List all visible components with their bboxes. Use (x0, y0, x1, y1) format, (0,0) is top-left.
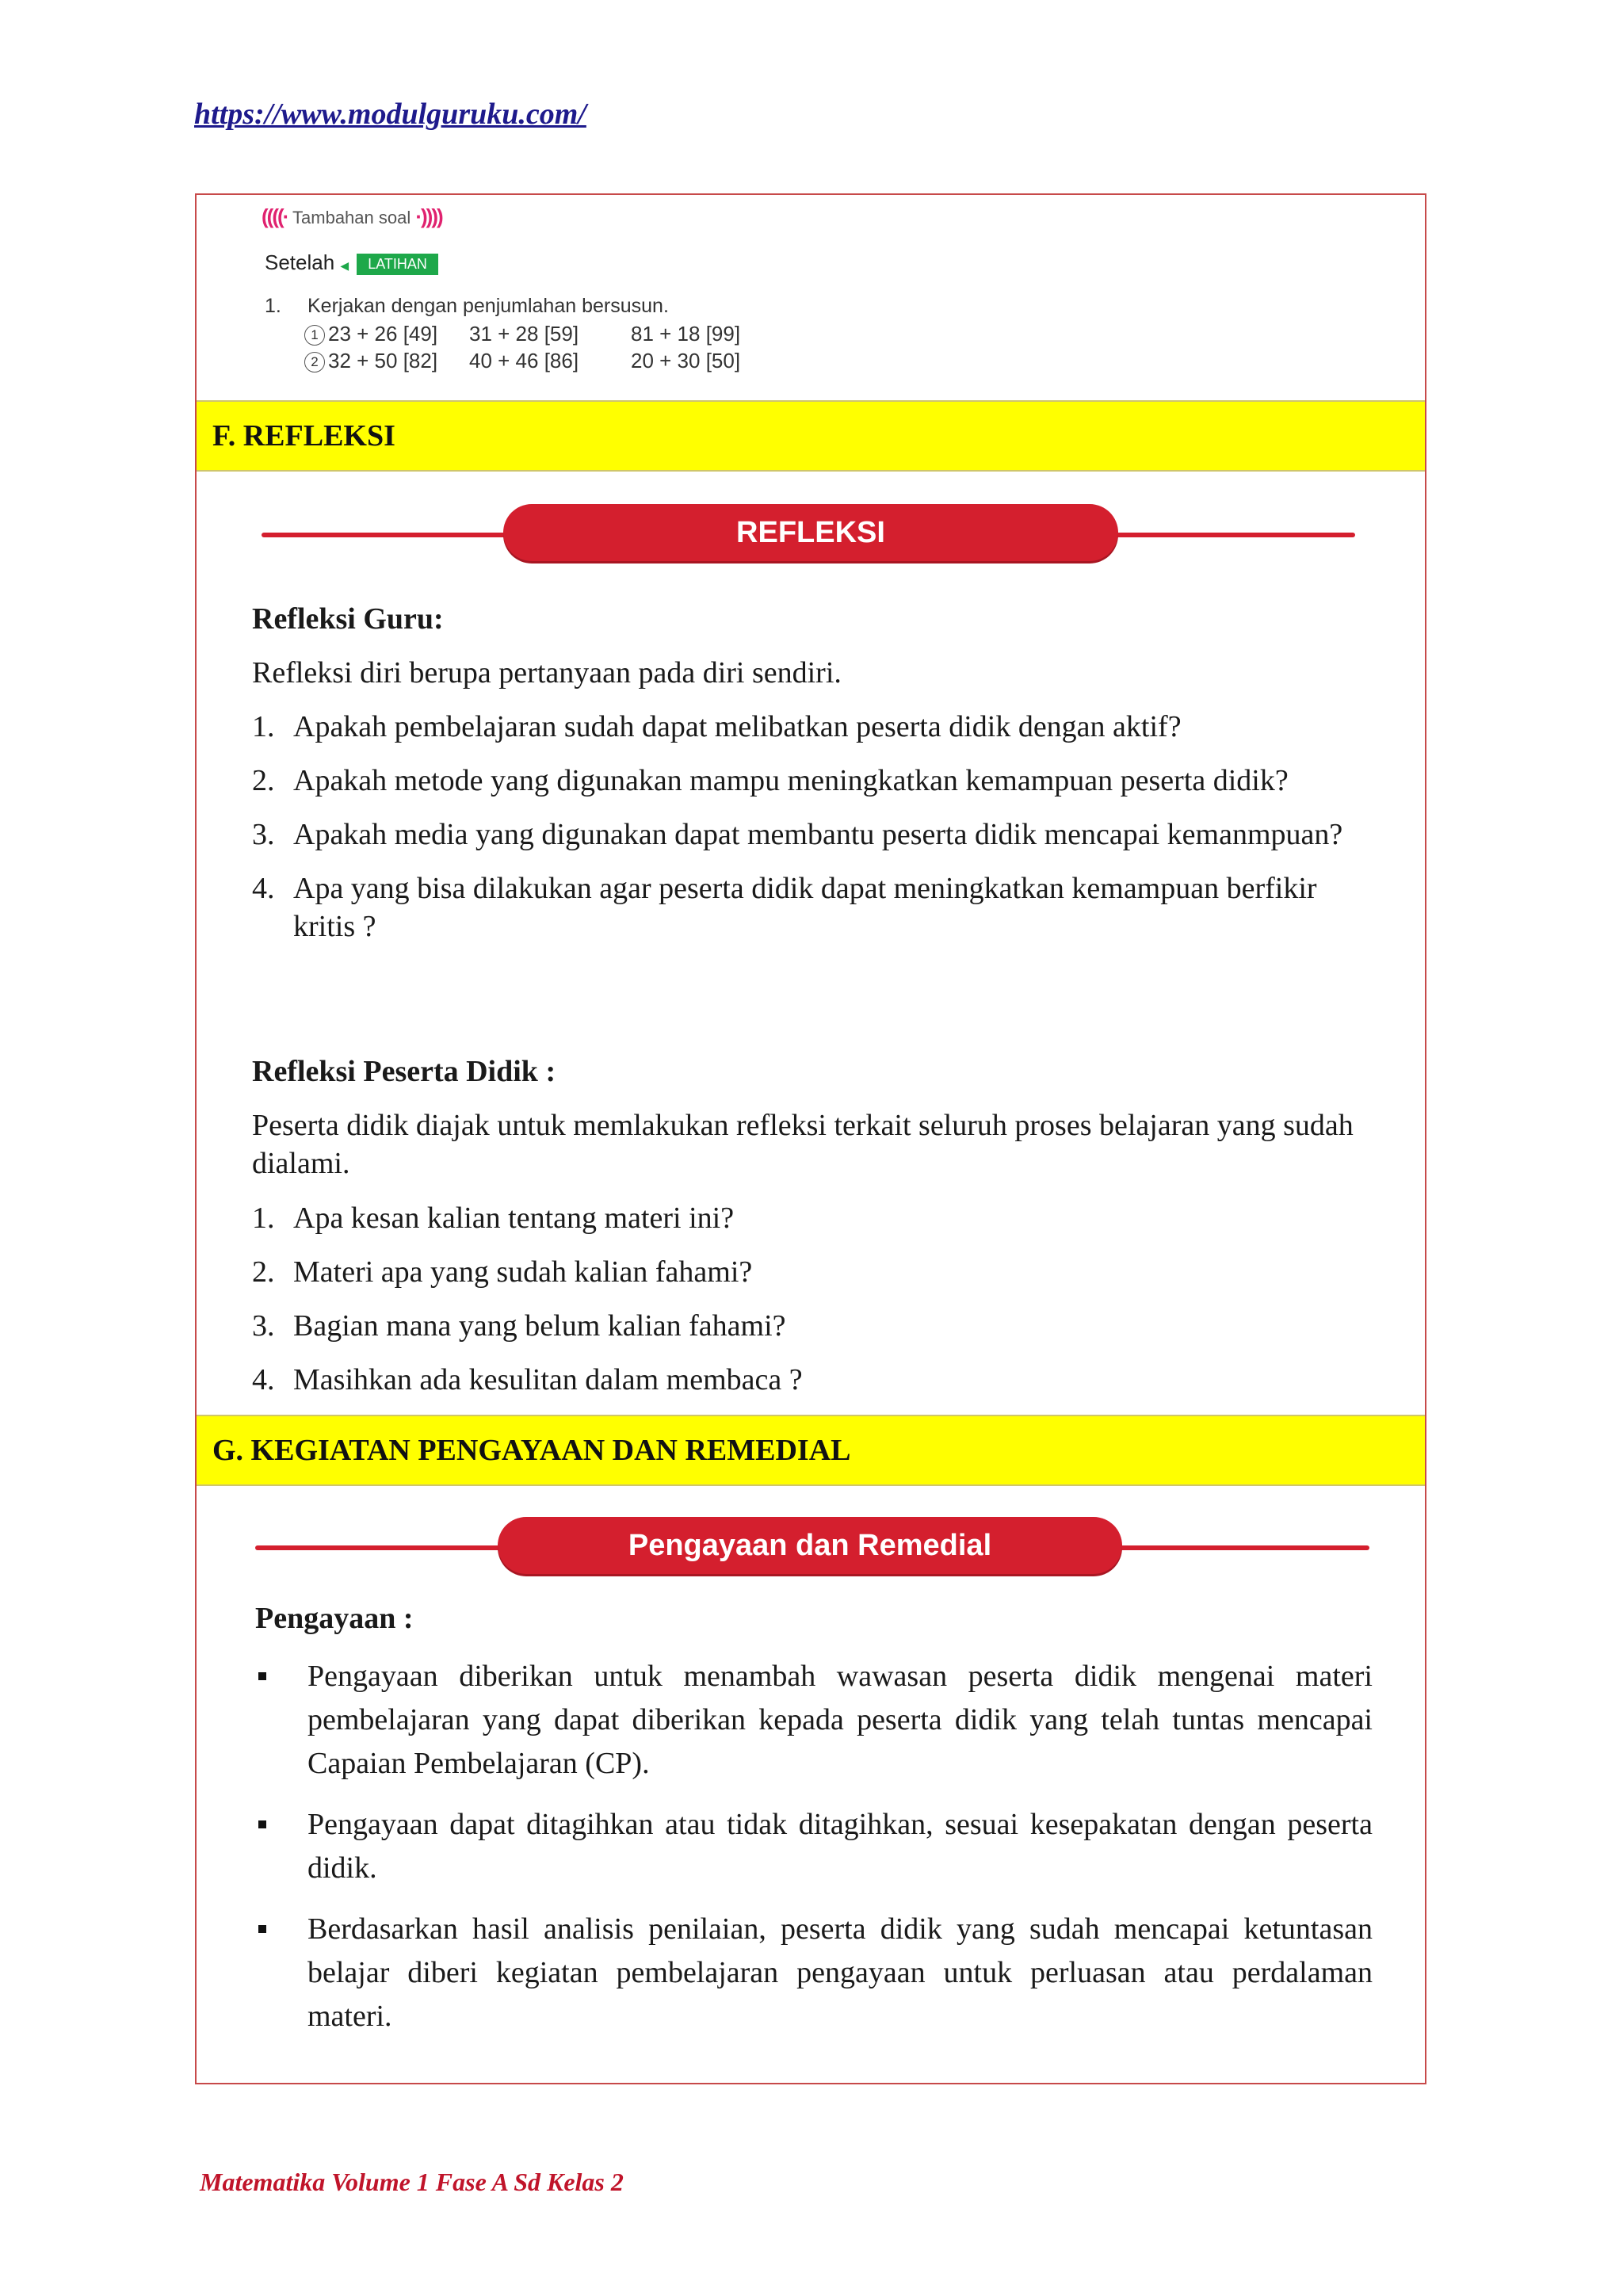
exercise-item: 32 + 50 [82] (328, 349, 438, 372)
list-item (252, 869, 1363, 946)
tambahan-soal-tag (262, 204, 442, 229)
item-text: Apa kesan kalian tentang materi ini? (293, 1201, 735, 1235)
site-url-link[interactable]: https://www.modulguruku.com/ (194, 97, 586, 131)
sound-wave-icon: ·)))) (415, 204, 442, 228)
refleksi-guru-title: Refleksi Guru: (252, 602, 444, 636)
tag-label: Tambahan soal (292, 208, 411, 227)
latihan-badge: LATIHAN (357, 254, 438, 275)
list-item (252, 1199, 1377, 1237)
task-line (265, 295, 669, 318)
siswa-question-list (252, 1199, 1377, 1399)
circle-number-icon: 2 (304, 352, 325, 372)
refleksi-siswa-title: Refleksi Peserta Didik : (252, 1055, 556, 1088)
item-number: 2. (252, 1255, 275, 1289)
bullet-text: Pengayaan dapat ditagihkan atau tidak ditagihkan, sesuai kesepakatan dengan peserta didik. (307, 1808, 1373, 1885)
textbook-snippet (262, 198, 816, 380)
bullet-item (255, 1908, 1373, 2038)
exercise-item: 40 + 46 [86] (469, 349, 579, 372)
section-f-heading: F. REFLEKSI (197, 400, 1425, 472)
list-item (252, 762, 1377, 800)
square-bullet-icon (258, 1672, 266, 1680)
item-text: Apakah pembelajaran sudah dapat melibatkan peserta didik dengan aktif? (293, 710, 1182, 743)
exercise-row (304, 349, 740, 373)
item-text: Masihkan ada kesulitan dalam membaca ? (293, 1363, 803, 1396)
list-item (252, 1253, 1377, 1291)
refleksi-banner (262, 504, 1355, 567)
bullet-item (255, 1655, 1373, 1786)
item-text: Bagian mana yang belum kalian fahami? (293, 1309, 786, 1343)
guru-question-list (252, 708, 1377, 946)
pengayaan-banner (262, 1517, 1371, 1580)
list-item (252, 1307, 1377, 1345)
banner-pill: Pengayaan dan Remedial (498, 1517, 1122, 1574)
list-item (252, 1361, 1377, 1399)
item-number: 4. (252, 1363, 275, 1396)
circle-number-icon: 1 (304, 325, 325, 346)
exercise-item: 31 + 28 [59] (469, 322, 579, 346)
list-item (252, 816, 1363, 854)
footer-text: Matematika Volume 1 Fase A Sd Kelas 2 (200, 2168, 624, 2196)
exercise-item: 20 + 30 [50] (631, 349, 741, 372)
square-bullet-icon (258, 1925, 266, 1933)
item-number: 3. (252, 818, 275, 851)
item-number: 1. (252, 1201, 275, 1235)
banner-pill: REFLEKSI (503, 504, 1118, 561)
square-bullet-icon (258, 1820, 266, 1828)
pengayaan-title: Pengayaan : (255, 1602, 414, 1635)
item-number: 1. (252, 710, 275, 743)
item-text: Apa yang bisa dilakukan agar peserta didik dapat meningkatkan kemampuan berfikir kritis ? (293, 872, 1317, 943)
section-g-heading: G. KEGIATAN PENGAYAAN DAN REMEDIAL (197, 1415, 1425, 1486)
item-number: 4. (252, 872, 275, 905)
refleksi-guru-intro: Refleksi diri berupa pertanyaan pada diri sendiri. (252, 656, 842, 690)
bullet-text: Berdasarkan hasil analisis penilaian, peserta didik yang sudah mencapai ketuntasan belajar diberi kegiatan pembelajaran pengayaan untuk perluasan atau perdalaman materi. (307, 1912, 1373, 2033)
after-label: Setelah (265, 250, 335, 274)
task-number: 1. (265, 295, 281, 317)
refleksi-siswa-intro: Peserta didik diajak untuk memlakukan refleksi terkait seluruh proses belajaran yang sudah dialami. (252, 1109, 1354, 1180)
list-item (252, 708, 1377, 746)
item-number: 2. (252, 764, 275, 797)
sound-wave-icon: ((((· (262, 204, 288, 228)
after-line (265, 250, 438, 275)
item-text: Apakah media yang digunakan dapat membantu peserta didik mencapai kemanmpuan? (293, 818, 1343, 851)
pengayaan-bullet-list (255, 1655, 1373, 2056)
arrow-left-icon: ◀ (340, 259, 349, 272)
item-text: Apakah metode yang digunakan mampu meningkatkan kemampuan peserta didik? (293, 764, 1289, 797)
exercise-item: 81 + 18 [99] (631, 322, 741, 346)
exercise-row (304, 322, 740, 346)
task-text: Kerjakan dengan penjumlahan bersusun. (307, 295, 669, 317)
bullet-item (255, 1803, 1373, 1890)
exercise-item: 23 + 26 [49] (328, 322, 438, 346)
item-number: 3. (252, 1309, 275, 1343)
item-text: Materi apa yang sudah kalian fahami? (293, 1255, 753, 1289)
bullet-text: Pengayaan diberikan untuk menambah wawasan peserta didik mengenai materi pembelajaran yang dapat diberikan kepada peserta didik yang telah tuntas mencapai Capaian Pembelajaran (CP). (307, 1660, 1373, 1780)
